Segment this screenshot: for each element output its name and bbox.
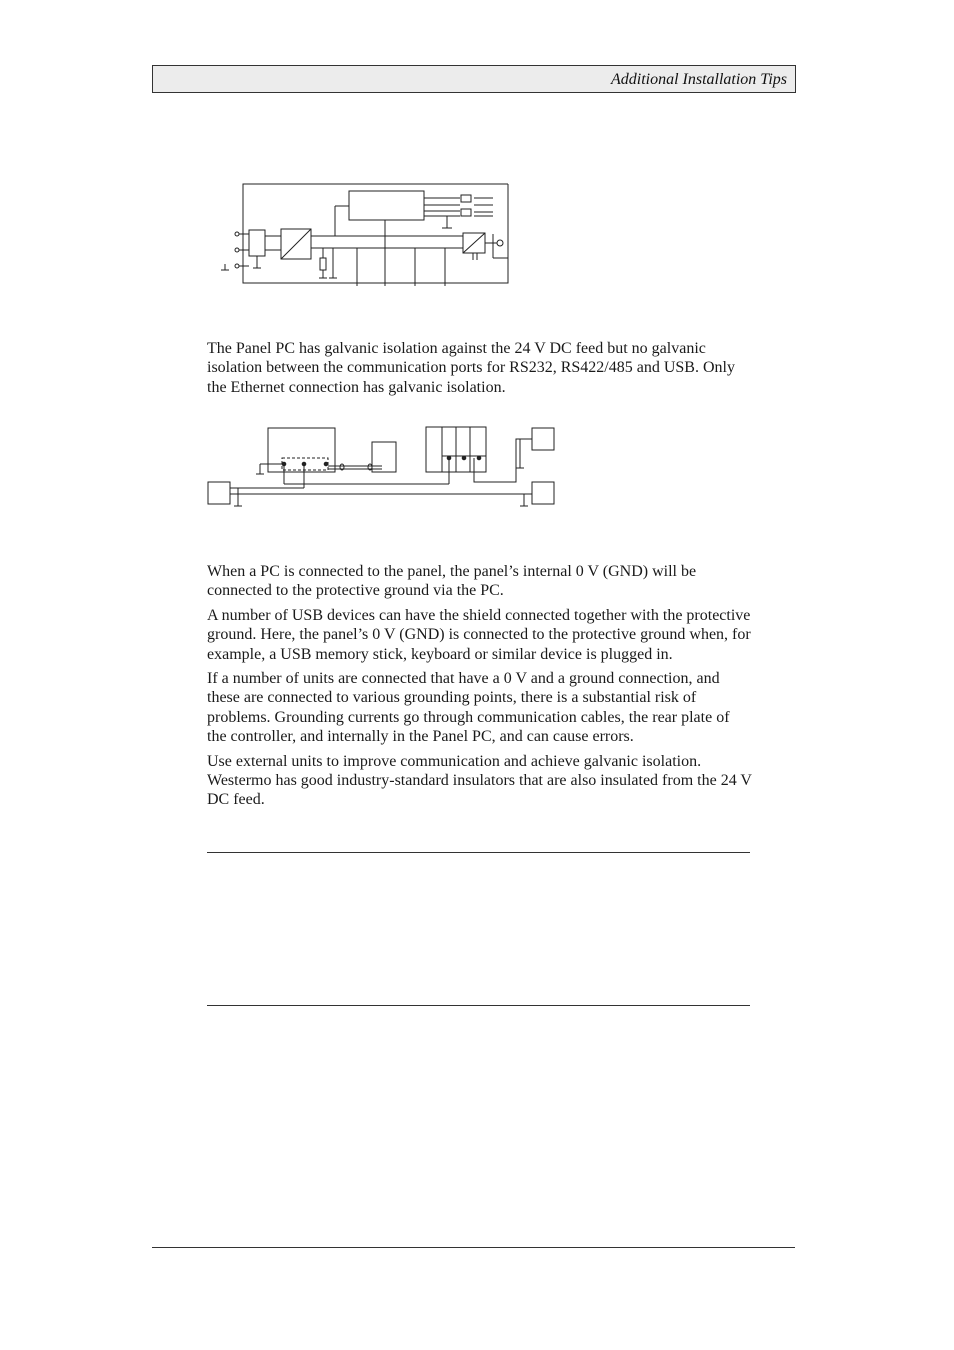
note-top-rule xyxy=(207,852,750,853)
paragraph-isolation: The Panel PC has galvanic isolation against the 24 V DC feed but no galvanic isolation between the communication ports for RS232, RS422/485 and USB. Only the Ethernet connection has galvanic isolation. xyxy=(207,340,735,396)
paragraph-usb-devices: A number of USB devices can have the shield connected together with the protective ground. Here, the panel’s 0 V (GND) is connected to the protective ground when, for example, a USB memory stick, keyboard or similar device is plugged in. xyxy=(207,606,751,663)
page-header xyxy=(152,65,796,93)
grounding-description xyxy=(207,562,752,815)
paragraph-pc-connection: When a PC is connected to the panel, the panel’s internal 0 V (GND) will be connected to the protective ground via the PC. xyxy=(207,563,697,600)
paragraph-external-units: Use external units to improve communication and achieve galvanic isolation. Westermo has good industry-standard insulators that are also insulated from the 24 V DC feed. xyxy=(207,752,752,809)
note-bottom-rule xyxy=(207,1005,750,1006)
isolation-description xyxy=(207,339,752,402)
isolation-schematic xyxy=(215,178,515,290)
footer-rule xyxy=(152,1247,795,1248)
paragraph-grounding-risk: If a number of units are connected that have a 0 V and a ground connection, and these are connected to various grounding points, there is a substantial risk of problems. Grounding currents go through communication cables, the rear plate of the controller, and internally in the Panel PC, and can cause errors. xyxy=(207,670,730,746)
header-title: Additional Installation Tips xyxy=(610,71,787,88)
grounding-schematic xyxy=(204,424,560,512)
